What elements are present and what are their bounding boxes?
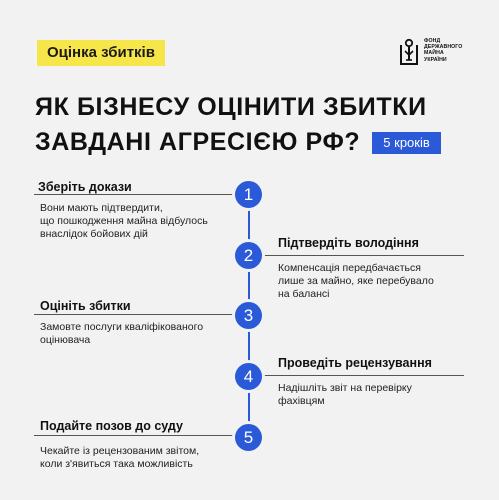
step-5-divider	[34, 435, 234, 436]
step-3-divider	[34, 314, 234, 315]
title-line-2: ЗАВДАНІ АГРЕСІЄЮ РФ?	[35, 128, 361, 156]
step-2-title: Підтвердіть володіння	[278, 236, 419, 250]
step-4-line: Надішліть звіт на перевірку	[278, 382, 412, 394]
step-1-title: Зберіть докази	[38, 180, 132, 194]
step-1-divider	[34, 194, 234, 195]
fund-logo	[398, 38, 462, 68]
step-5-title: Подайте позов до суду	[40, 419, 183, 433]
step-2-number: 2	[235, 242, 262, 269]
step-4-title: Проведіть рецензування	[278, 356, 432, 370]
step-1-line: внаслідок бойових дій	[40, 228, 148, 240]
step-3-line: Замовте послуги кваліфікованого	[40, 321, 204, 333]
logo-text	[424, 38, 462, 63]
title-line-2-row	[35, 125, 441, 160]
step-1-line: Вони мають підтвердити,	[40, 202, 163, 214]
step-3-text	[40, 321, 203, 347]
step-2-line: лише за майно, яке перебувало	[278, 275, 434, 287]
step-5-text	[40, 445, 199, 471]
page-title	[35, 90, 441, 160]
title-line-1: ЯК БІЗНЕСУ ОЦІНИТИ ЗБИТКИ	[35, 93, 427, 121]
step-1-text	[40, 202, 208, 241]
steps-badge: 5 кроків	[372, 132, 440, 154]
step-2-divider	[264, 255, 464, 256]
step-2-line: на балансі	[278, 288, 330, 300]
step-1-number: 1	[235, 181, 262, 208]
step-3-title: Оцініть збитки	[40, 299, 131, 313]
step-5-line: Чекайте із рецензованим звітом,	[40, 445, 200, 457]
step-1-line: що пошкодження майна відбулось	[40, 215, 208, 227]
step-4-number: 4	[235, 363, 262, 390]
step-5-number: 5	[235, 424, 262, 451]
step-4-text	[278, 382, 412, 408]
step-2-line: Компенсація передбачається	[278, 262, 421, 274]
step-4-line: фахівцям	[278, 395, 325, 407]
logo-line: ФОНД	[424, 38, 441, 44]
step-4-divider	[264, 375, 464, 376]
step-3-number: 3	[235, 302, 262, 329]
step-3-line: оцінювача	[40, 334, 91, 346]
topic-tag: Оцінка збитків	[37, 40, 165, 66]
logo-line: ДЕРЖАВНОГО	[424, 44, 463, 51]
step-2-text	[278, 262, 434, 301]
state-property-fund-emblem-icon	[398, 38, 420, 68]
logo-line: УКРАЇНИ	[424, 56, 447, 63]
logo-line: МАЙНА	[424, 50, 444, 57]
step-5-line: коли з'явиться така можливість	[40, 458, 193, 470]
